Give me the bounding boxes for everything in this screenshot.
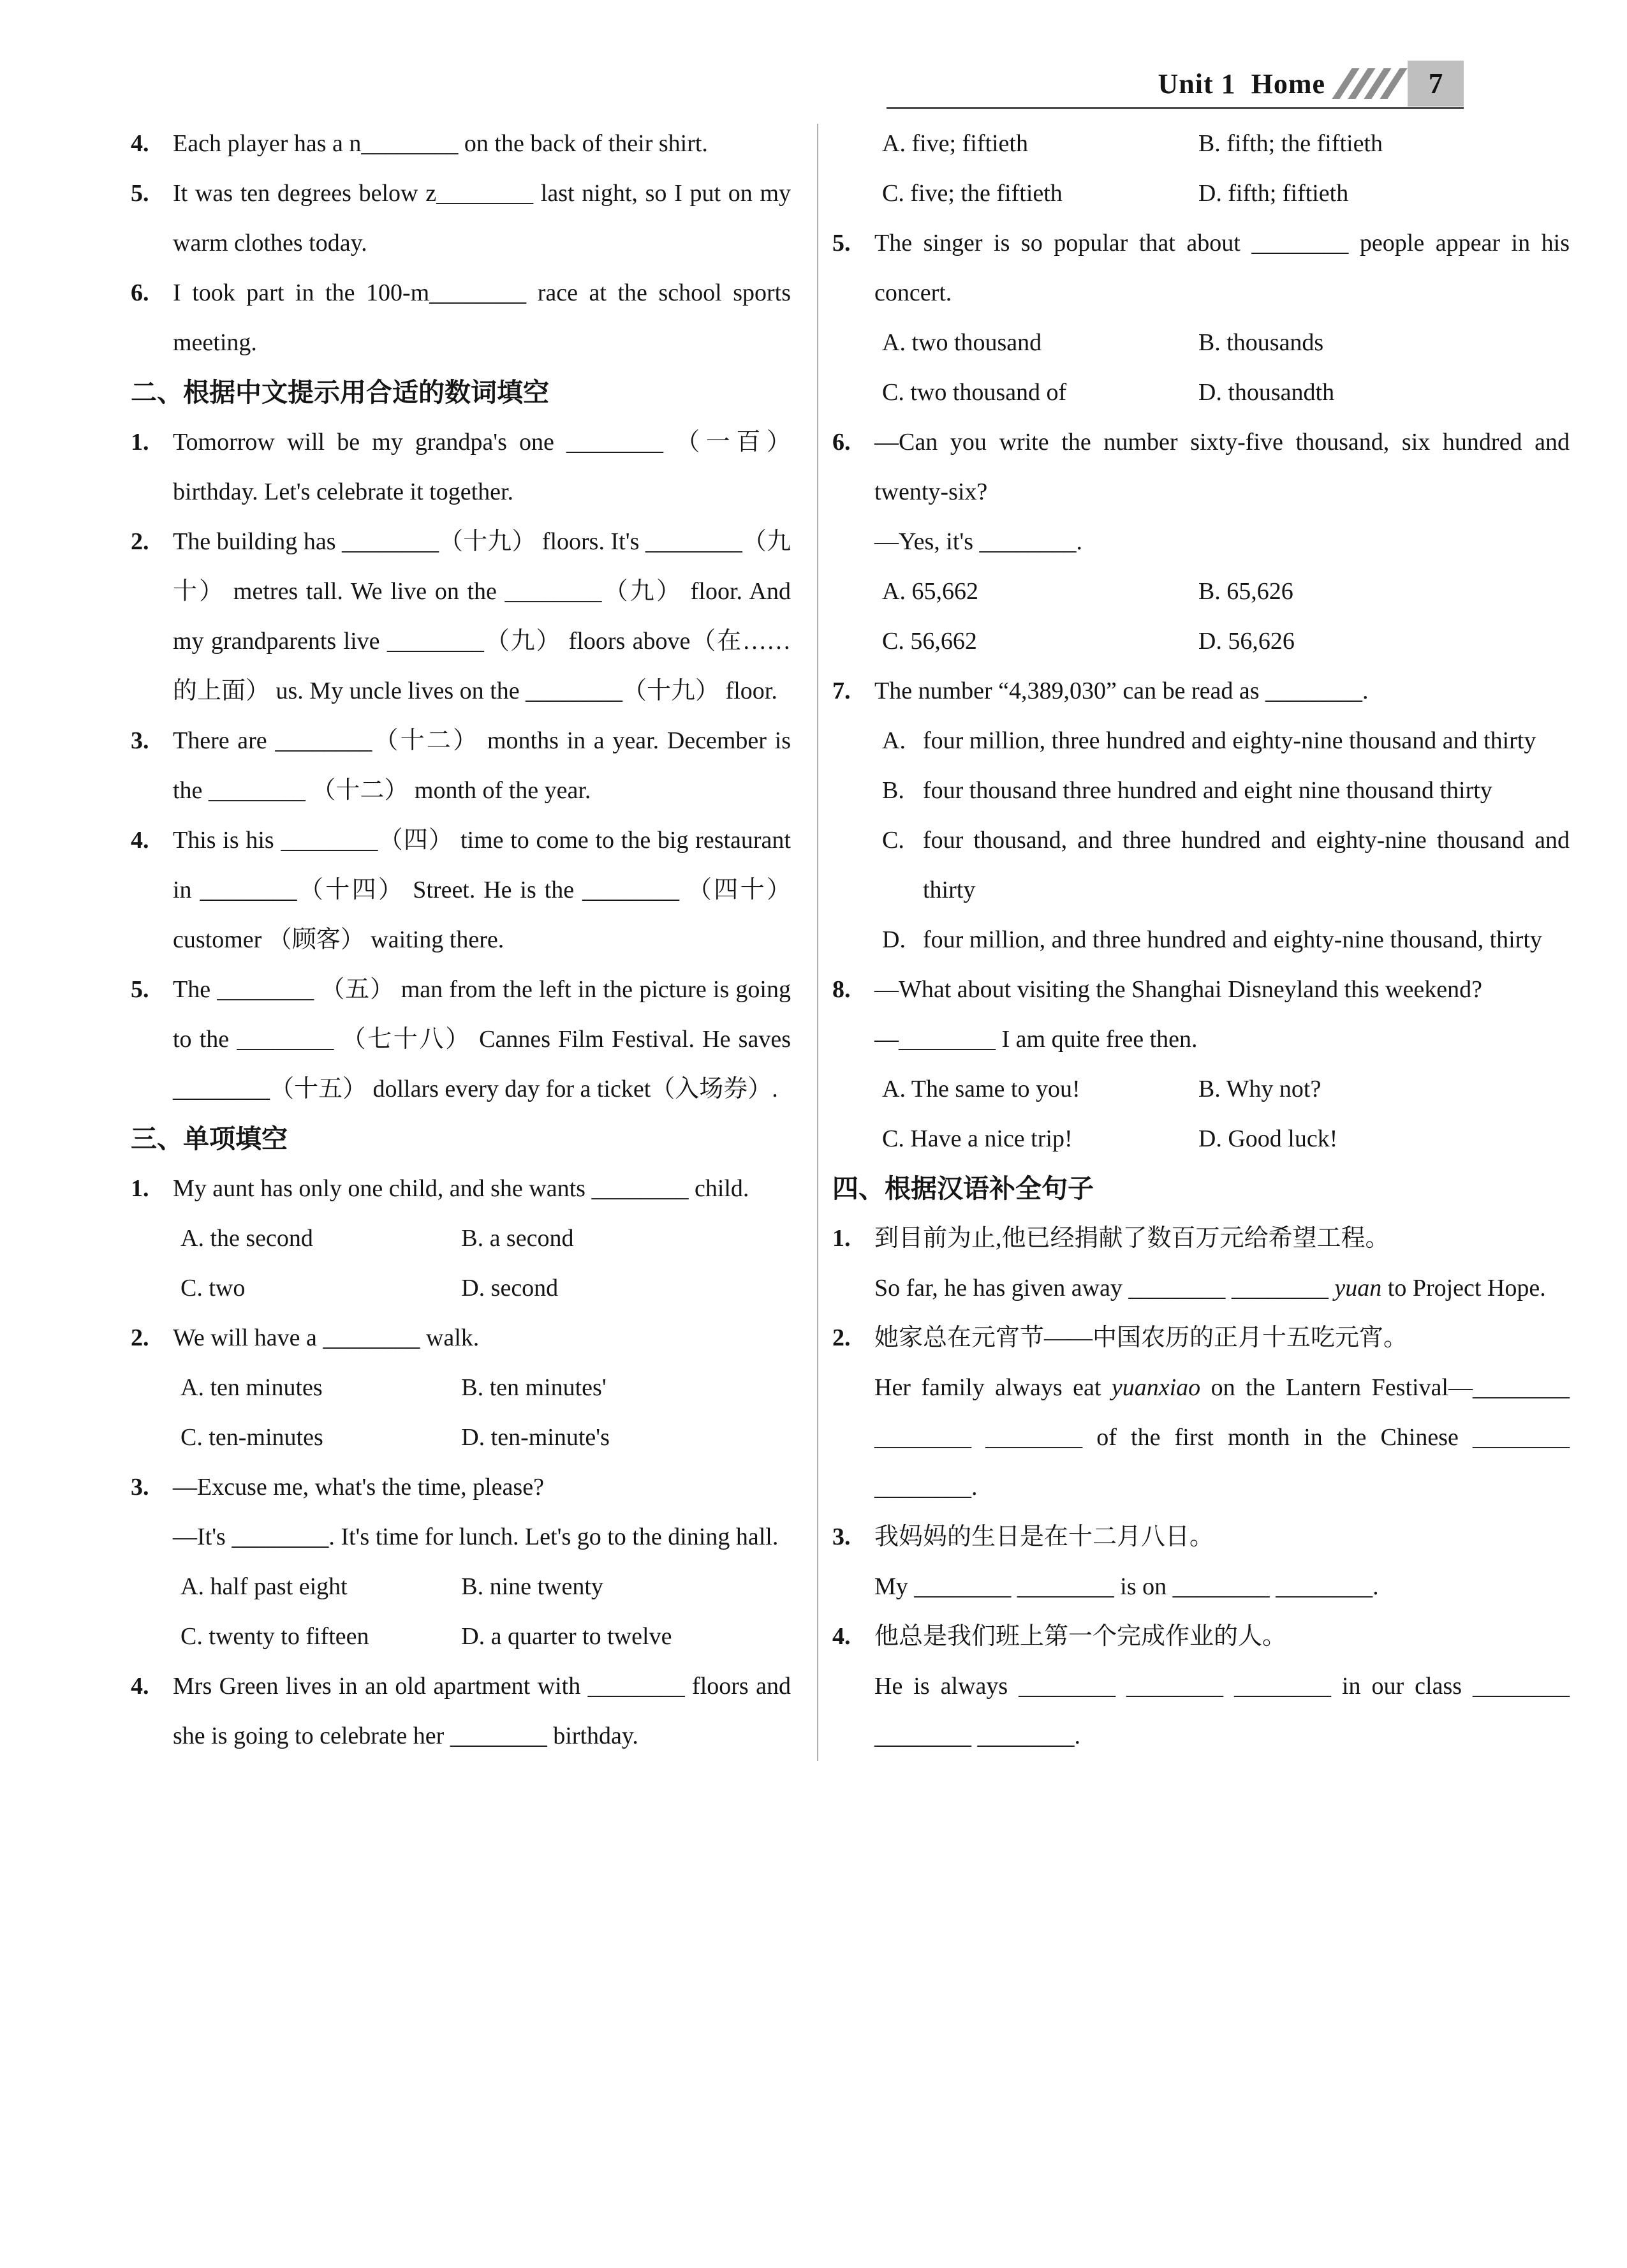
right-column bbox=[832, 119, 1570, 1761]
item-number: 3. bbox=[131, 727, 149, 754]
column-divider bbox=[817, 124, 818, 1761]
item-text: I took part in the 100-m________ race at the school sports meeting. bbox=[173, 279, 791, 356]
options-list bbox=[832, 716, 1570, 965]
exercise-item bbox=[131, 517, 791, 716]
item-number: 4. bbox=[131, 130, 149, 157]
page-header bbox=[887, 59, 1464, 108]
exercise-item bbox=[131, 268, 791, 367]
exercise-item bbox=[832, 218, 1570, 318]
item-number: 1. bbox=[131, 429, 149, 456]
section-heading: 四、根据汉语补全句子 bbox=[832, 1174, 1094, 1203]
option: D. thousandth bbox=[1198, 379, 1335, 406]
item-number: 3. bbox=[832, 1523, 851, 1550]
option: D. second bbox=[461, 1275, 559, 1301]
option: C. twenty to fifteen bbox=[180, 1623, 369, 1650]
item-number: 5. bbox=[131, 180, 149, 207]
exercise-item bbox=[131, 1164, 791, 1213]
item-text: —What about visiting the Shanghai Disneyland this weekend? bbox=[874, 976, 1482, 1003]
continuation-line: He is always ________ ________ ________ in our class ________ ________ ________. bbox=[874, 1673, 1570, 1749]
option: A. five; fiftieth bbox=[882, 130, 1028, 157]
option-label: A. bbox=[882, 727, 906, 754]
item-text: The building has ________（十九） floors. It's ________（九十） metres tall. We live on the ________（九） floor. And my grandparents live ________（九） floors above（在……的上面） us. My uncle lives on the ________（十九） floor. bbox=[173, 528, 791, 704]
page-number: 7 bbox=[1428, 68, 1443, 100]
options-grid bbox=[131, 1562, 791, 1661]
item-number: 4. bbox=[131, 1673, 149, 1700]
options-grid bbox=[832, 119, 1570, 218]
item-text: Tomorrow will be my grandpa's one ________ （一百） birthday. Let's celebrate it together. bbox=[173, 429, 791, 505]
option: A. two thousand bbox=[882, 329, 1042, 356]
option-row bbox=[882, 318, 1570, 367]
option-row bbox=[882, 367, 1570, 417]
options-grid bbox=[832, 318, 1570, 417]
option-row bbox=[180, 1263, 791, 1313]
option-text: four thousand three hundred and eight nine thousand thirty bbox=[923, 777, 1492, 804]
option: C. five; the fiftieth bbox=[882, 180, 1063, 207]
item-text: —Excuse me, what's the time, please? bbox=[173, 1474, 544, 1501]
option: C. two thousand of bbox=[882, 379, 1067, 406]
option-row bbox=[180, 1363, 791, 1412]
exercise-item bbox=[832, 965, 1570, 1014]
item-number: 4. bbox=[832, 1623, 851, 1650]
item-text: 她家总在元宵节——中国农历的正月十五吃元宵。 bbox=[874, 1324, 1408, 1351]
decorative-stripes-icon bbox=[1342, 68, 1397, 99]
continuation-line: Her family always eat yuanxiao on the Lantern Festival—________ ________ ________ of the first month in the Chinese ________ ________. bbox=[874, 1374, 1570, 1501]
exercise-item bbox=[131, 417, 791, 517]
item-text: We will have a ________ walk. bbox=[173, 1324, 480, 1351]
option: A. the second bbox=[180, 1225, 313, 1252]
item-number: 2. bbox=[131, 528, 149, 555]
item-number: 6. bbox=[131, 279, 149, 306]
option bbox=[882, 815, 1570, 915]
item-number: 6. bbox=[832, 429, 851, 456]
options-grid bbox=[832, 1064, 1570, 1164]
option-row bbox=[882, 1114, 1570, 1164]
item-number: 1. bbox=[832, 1225, 851, 1252]
item-text: My aunt has only one child, and she wants ________ child. bbox=[173, 1175, 749, 1202]
options-grid bbox=[832, 567, 1570, 666]
item-text: 他总是我们班上第一个完成作业的人。 bbox=[874, 1623, 1287, 1650]
option: A. ten minutes bbox=[180, 1374, 323, 1401]
exercise-item bbox=[832, 1512, 1570, 1562]
item-text: It was ten degrees below z________ last night, so I put on my warm clothes today. bbox=[173, 180, 791, 256]
item-number: 5. bbox=[832, 230, 851, 256]
item-text: —Can you write the number sixty-five thousand, six hundred and twenty-six? bbox=[874, 429, 1570, 505]
item-text: 到目前为止,他已经捐献了数百万元给希望工程。 bbox=[874, 1225, 1390, 1252]
option: D. 56,626 bbox=[1198, 628, 1295, 655]
option-label: D. bbox=[882, 926, 906, 953]
continuation-line: So far, he has given away ________ ________ yuan to Project Hope. bbox=[874, 1275, 1546, 1301]
option bbox=[882, 915, 1570, 965]
option-row bbox=[180, 1412, 791, 1462]
option: A. half past eight bbox=[180, 1573, 348, 1600]
section-heading: 三、单项填空 bbox=[131, 1124, 288, 1153]
option-row bbox=[882, 616, 1570, 666]
option: B. fifth; the fiftieth bbox=[1198, 130, 1383, 157]
options-grid bbox=[131, 1363, 791, 1462]
option: B. ten minutes' bbox=[461, 1374, 607, 1401]
option-label: B. bbox=[882, 777, 904, 804]
option bbox=[882, 766, 1570, 815]
option: B. 65,626 bbox=[1198, 578, 1293, 605]
exercise-item bbox=[131, 168, 791, 268]
exercise-item bbox=[832, 1313, 1570, 1363]
item-number: 3. bbox=[131, 1474, 149, 1501]
section-heading: 二、根据中文提示用合适的数词填空 bbox=[131, 378, 549, 407]
item-number: 2. bbox=[832, 1324, 851, 1351]
exercise-item bbox=[131, 1462, 791, 1512]
option-row bbox=[882, 119, 1570, 168]
continuation-line: My ________ ________ is on ________ ________. bbox=[874, 1573, 1379, 1600]
item-text: Each player has a n________ on the back of their shirt. bbox=[173, 130, 708, 157]
exercise-item bbox=[131, 1313, 791, 1363]
option-row bbox=[882, 1064, 1570, 1114]
item-number: 2. bbox=[131, 1324, 149, 1351]
item-text: The singer is so popular that about ________ people appear in his concert. bbox=[874, 230, 1570, 306]
item-number: 8. bbox=[832, 976, 851, 1003]
item-number: 1. bbox=[131, 1175, 149, 1202]
item-text: 我妈妈的生日是在十二月八日。 bbox=[874, 1523, 1214, 1550]
item-text: There are ________（十二） months in a year. December is the ________ （十二） month of the year. bbox=[173, 727, 791, 804]
exercise-item bbox=[131, 119, 791, 168]
option bbox=[882, 716, 1570, 766]
option: D. a quarter to twelve bbox=[461, 1623, 672, 1650]
exercise-item bbox=[832, 417, 1570, 517]
left-column bbox=[131, 119, 791, 1761]
option-row bbox=[882, 567, 1570, 616]
continuation-line: —It's ________. It's time for lunch. Let's go to the dining hall. bbox=[173, 1523, 779, 1550]
option-row bbox=[882, 168, 1570, 218]
continuation-line: —________ I am quite free then. bbox=[874, 1026, 1198, 1053]
option-row bbox=[180, 1612, 791, 1661]
header-rule bbox=[887, 107, 1464, 109]
option-text: four million, three hundred and eighty-nine thousand and thirty bbox=[923, 727, 1536, 754]
exercise-item bbox=[131, 1661, 791, 1761]
option-row bbox=[180, 1213, 791, 1263]
item-text: The number “4,389,030” can be read as ________. bbox=[874, 678, 1369, 704]
option: D. Good luck! bbox=[1198, 1125, 1338, 1152]
unit-title: Unit 1 Home bbox=[1158, 68, 1325, 100]
item-text: The ________ （五） man from the left in the picture is going to the ________ （七十八） Cannes Film Festival. He saves ________（十五） dollars every day for a ticket（入场券）. bbox=[173, 976, 791, 1102]
option: C. ten-minutes bbox=[180, 1424, 323, 1451]
option: C. Have a nice trip! bbox=[882, 1125, 1073, 1152]
option: B. thousands bbox=[1198, 329, 1324, 356]
option: A. 65,662 bbox=[882, 578, 978, 605]
option-text: four million, and three hundred and eighty-nine thousand, thirty bbox=[923, 926, 1542, 953]
exercise-item bbox=[131, 815, 791, 965]
option-row bbox=[180, 1562, 791, 1612]
option: A. The same to you! bbox=[882, 1076, 1080, 1102]
content-area bbox=[131, 119, 1571, 1761]
item-text: Mrs Green lives in an old apartment with ________ floors and she is going to celebrate her ________ birthday. bbox=[173, 1673, 791, 1749]
option: D. fifth; fiftieth bbox=[1198, 180, 1349, 207]
option-text: four thousand, and three hundred and eighty-nine thousand and thirty bbox=[923, 827, 1570, 903]
exercise-item bbox=[131, 716, 791, 815]
exercise-item bbox=[832, 666, 1570, 716]
option: B. Why not? bbox=[1198, 1076, 1321, 1102]
option-label: C. bbox=[882, 827, 904, 854]
page-number-badge bbox=[1408, 61, 1464, 107]
exercise-item bbox=[832, 1612, 1570, 1661]
option: C. 56,662 bbox=[882, 628, 977, 655]
continuation-line: —Yes, it's ________. bbox=[874, 528, 1083, 555]
options-grid bbox=[131, 1213, 791, 1313]
item-number: 4. bbox=[131, 827, 149, 854]
item-number: 5. bbox=[131, 976, 149, 1003]
item-text: This is his ________（四） time to come to the big restaurant in ________（十四） Street. He is the ________ （四十） customer （顾客） waiting there. bbox=[173, 827, 791, 953]
item-number: 7. bbox=[832, 678, 851, 704]
exercise-item bbox=[131, 965, 791, 1114]
option: B. a second bbox=[461, 1225, 574, 1252]
option: C. two bbox=[180, 1275, 246, 1301]
option: B. nine twenty bbox=[461, 1573, 603, 1600]
exercise-item bbox=[832, 1213, 1570, 1263]
option: D. ten-minute's bbox=[461, 1424, 610, 1451]
